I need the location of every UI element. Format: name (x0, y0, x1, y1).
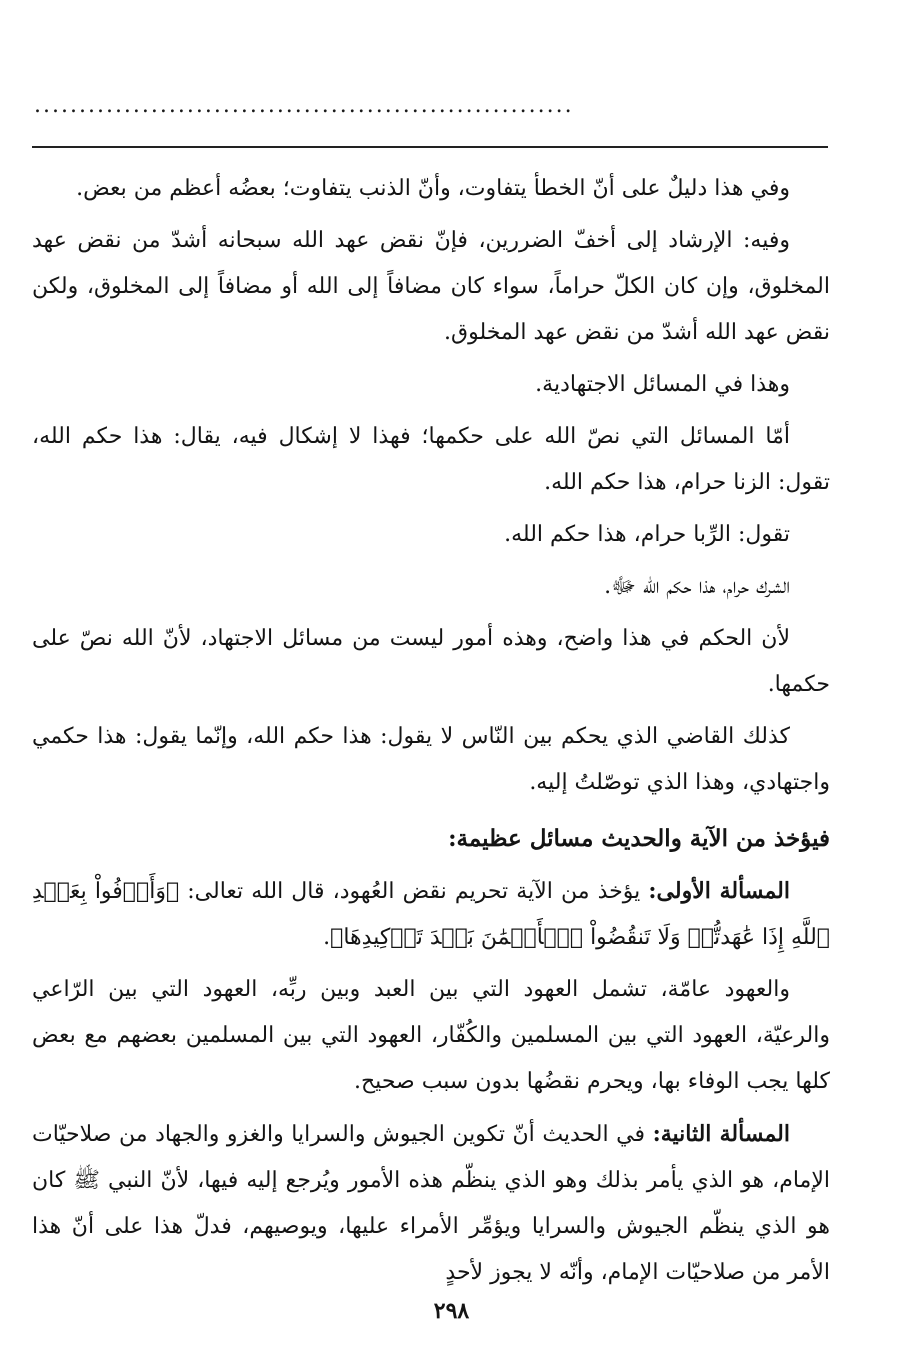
paragraph-clear-ruling: لأن الحكم في هذا واضح، وهذه أمور ليست من مسائل الاجتهاد، لأنّ الله نصّ على حكمها. (32, 626, 830, 697)
section-heading: فيؤخذ من الآية والحديث مسائل عظيمة: (448, 825, 830, 852)
issue-one-label: المسألة الأولى: (648, 878, 791, 904)
paragraph-shirk-example: الشرك حرام، هذا حكم الله ﷻ. (604, 574, 790, 599)
paragraph-explicit-rulings: أمّا المسائل التي نصّ الله على حكمها؛ فهذا لا إشكال فيه، يقال: هذا حكم الله، تقول: الزنا حرام، هذا حكم الله. (32, 424, 830, 495)
page-number: ٢٩٨ (433, 1298, 470, 1324)
header-rule (32, 146, 828, 148)
issue-two-label: المسألة الثانية: (652, 1121, 790, 1147)
paragraph-covenants: والعهود عامّة، تشمل العهود التي بين العبد وبين ربِّه، العهود التي بين الرّاعي والرعيّة، العهود التي بين المسلمين والكُفّار، العهود التي بين المسلمين بعضهم مع بعض كلها يجب الوفاء بها، ويحرم نقضُها بدون سبب صحيح. (32, 977, 830, 1094)
header-dotted-line: ............................................................ (34, 96, 574, 116)
paragraph-usury-example: تقول: الرِّبا حرام، هذا حكم الله. (504, 522, 790, 547)
paragraph-lesser-harm: وفيه: الإرشاد إلى أخفّ الضررين، فإنّ نقض عهد الله سبحانه أشدّ من نقض عهد المخلوق، وإن كان الكلّ حراماً، سواء كان مضافاً إلى الله أو مضافاً إلى المخلوق، ولكن نقض عهد الله أشدّ من نقض عهد المخلوق. (32, 228, 830, 345)
issue-two-text: في الحديث أنّ تكوين الجيوش والسرايا والغزو والجهاد من صلاحيّات الإمام، هو الذي يأمر بذلك وهو الذي ينظّم هذه الأمور ويُرجع إليه فيها، لأنّ النبي ﷺ كان هو الذي ينظّم الجيوش والسرايا ويؤمِّر الأمراء عليها، ويوصيهم، فدلّ هذا على أنّ هذا الأمر من صلاحيّات الإمام، وأنّه لا يجوز لأحدٍ (32, 1122, 830, 1285)
issue-two-paragraph (32, 1111, 830, 1296)
page-body (32, 166, 830, 1296)
issue-one-text: يؤخذ من الآية تحريم نقض العُهود، قال الله تعالى: ﴿وَأَوۡفُواْ بِعَهۡدِ ٱللَّهِ إِذَا عَٰهَدتُّمۡ وَلَا تَنقُضُواْ ٱلۡأَيۡمَٰنَ بَعۡدَ تَوۡكِيدِهَا﴾. (32, 879, 830, 950)
paragraph-judge: كذلك القاضي الذي يحكم بين النّاس لا يقول: هذا حكم الله، وإنّما يقول: هذا حكمي واجتهادي، وهذا الذي توصّلتُ إليه. (32, 724, 830, 795)
issue-one-paragraph (32, 868, 830, 961)
paragraph-ijtihad-issues: وهذا في المسائل الاجتهادية. (535, 372, 790, 397)
paragraph-difference-in-sins: وفي هذا دليلٌ على أنّ الخطأ يتفاوت، وأنّ الذنب يتفاوت؛ بعضُه أعظم من بعض. (76, 176, 790, 201)
